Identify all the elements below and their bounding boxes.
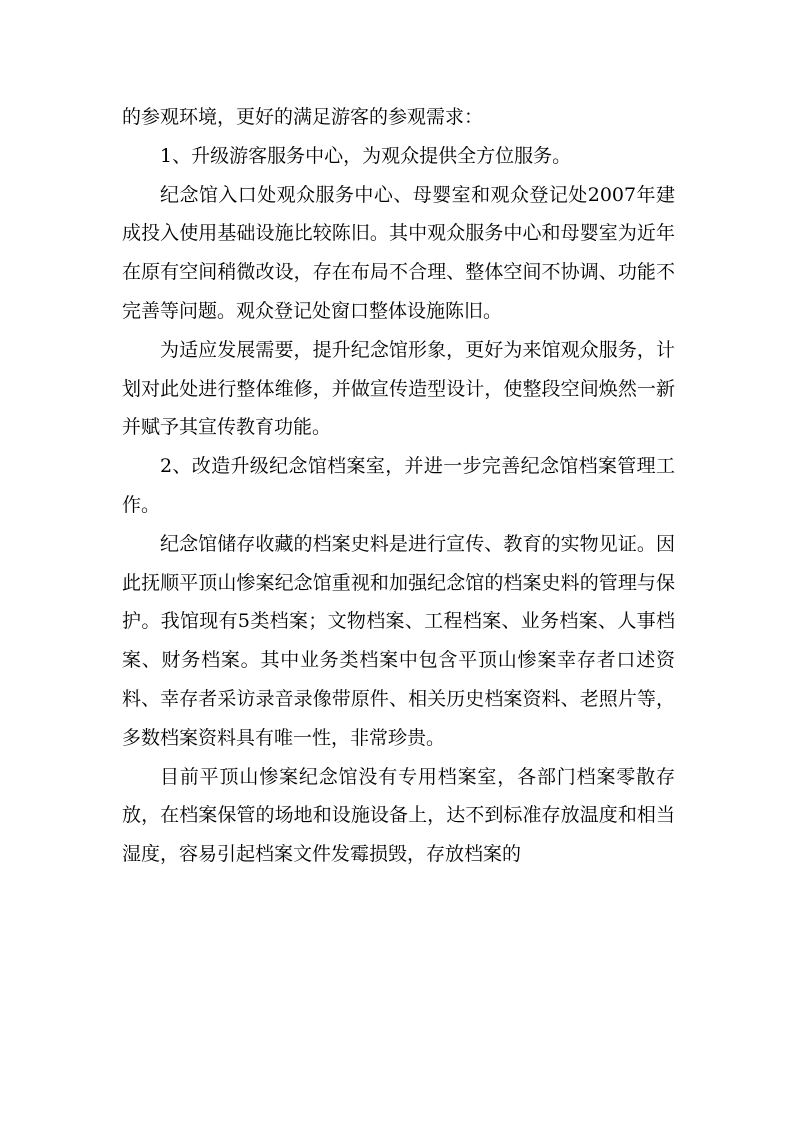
paragraph-intro-continuation: 的参观环境，更好的满足游客的参观需求： (122, 106, 484, 128)
paragraph-service-center-plan: 为适应发展需要，提升纪念馆形象，更好为来馆观众服务，计划对此处进行整体维修，并做宣传造型设计，使整段空间焕然一新并赋予其宣传教育功能。 (122, 338, 675, 439)
paragraph-item-1-heading: 1、升级游客服务中心，为观众提供全方位服务。 (160, 144, 572, 167)
paragraph-archive-overview: 纪念馆储存收藏的档案史料是进行宣传、教育的实物见证。因此抚顺平顶山惨案纪念馆重视和加强纪念馆的档案史料的管理与保护。我馆现有5类档案；文物档案、工程档案、业务档案、人事档案、财务档案。其中业务类档案中包含平顶山惨案幸存者口述资料、幸存者采访录音录像带原件、相关历史档案资料、老照片等，多数档案资料具有唯一性，非常珍贵。 (122, 532, 675, 749)
paragraph-item-2-heading: 2、改造升级纪念馆档案室，并进一步完善纪念馆档案管理工作。 (122, 455, 675, 516)
document-body (122, 98, 675, 874)
paragraph-service-center-status: 纪念馆入口处观众服务中心、母婴室和观众登记处2007年建成投入使用基础设施比较陈旧。其中观众服务中心和母婴室为近年在原有空间稍微改设，存在布局不合理、整体空间不协调、功能不完善等问题。观众登记处窗口整体设施陈旧。 (122, 183, 675, 322)
paragraph-archive-problem: 目前平顶山惨案纪念馆没有专用档案室，各部门档案零散存放，在档案保管的场地和设施设备上，达不到标准存放温度和相当湿度，容易引起档案文件发霉损毁，存放档案的 (122, 765, 675, 866)
